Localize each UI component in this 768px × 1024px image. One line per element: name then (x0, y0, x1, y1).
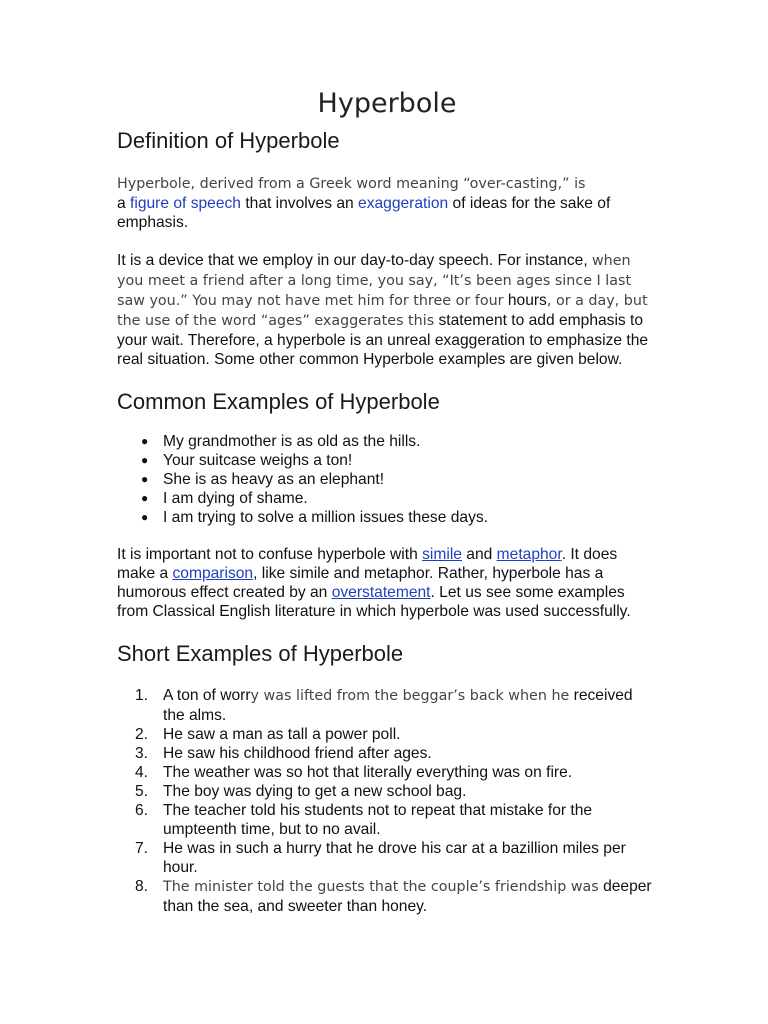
definition-text: that involves an (240, 195, 359, 212)
list-item-text: I am dying of shame. (163, 490, 308, 507)
list-item (117, 489, 657, 508)
bullet-icon: ● (141, 453, 149, 467)
list-item (117, 801, 657, 839)
device-paragraph (117, 251, 657, 369)
common-examples-list (117, 432, 657, 527)
definition-text: a (117, 195, 131, 212)
document-page (117, 86, 657, 916)
exaggeration-link[interactable]: exaggeration (358, 195, 449, 212)
list-item (117, 508, 657, 527)
list-number: 1. (135, 687, 149, 704)
list-item (117, 763, 657, 782)
list-item-text: He saw his childhood friend after ages. (163, 745, 432, 762)
list-item (117, 782, 657, 801)
list-number: 5. (135, 783, 149, 800)
list-number: 4. (135, 764, 149, 781)
list-item (117, 451, 657, 470)
list-item (117, 725, 657, 744)
list-number: 8. (135, 878, 149, 895)
device-text: hours (503, 292, 547, 309)
confusion-text: and (461, 546, 497, 563)
confusion-text: , like simile and metaphor. Rather, hyperbole has a humorous effect created by an (117, 565, 604, 601)
confusion-text: . Let us see some examples from Classical English literature in which hyperbole was used successfully. (117, 584, 631, 620)
definition-text: Hyperbole, derived from a Greek word meaning “over-casting,” is (117, 176, 586, 192)
list-item (117, 839, 657, 877)
figure-of-speech-link[interactable]: figure of speech (130, 195, 241, 212)
list-item (117, 432, 657, 451)
list-item-text: The minister told the guests that the couple’s friendship was (163, 879, 599, 895)
overstatement-link[interactable]: overstatement (331, 584, 431, 601)
list-item-text: He saw a man as tall a power poll. (163, 726, 401, 743)
short-examples-heading: Short Examples of Hyperbole (117, 641, 404, 666)
list-item-text: deeper than the sea, and sweeter than honey. (163, 878, 652, 915)
list-item-text: A ton of worr (163, 687, 251, 704)
common-examples-heading: Common Examples of Hyperbole (117, 389, 440, 414)
list-item (117, 877, 657, 916)
page-title: Hyperbole (317, 88, 457, 119)
simile-link[interactable]: simile (422, 546, 462, 563)
list-item-text: My grandmother is as old as the hills. (163, 433, 421, 450)
list-item (117, 686, 657, 725)
list-item-text: She is as heavy as an elephant! (163, 471, 385, 488)
comparison-link[interactable]: comparison (172, 565, 254, 582)
device-text: statement to add emphasis to your wait. Therefore, a hyperbole is an unreal exaggeration to emphasize the real situation. Some other common Hyperbole examples are given below. (117, 312, 649, 368)
device-text: , or a day, but the use of the word “ages” exaggerates this (117, 293, 648, 329)
list-item-text: The teacher told his students not to repeat that mistake for the umpteenth time, but to no avail. (163, 802, 593, 838)
list-number: 2. (135, 726, 149, 743)
list-item-text: y was lifted from the beggar’s back when he (250, 688, 570, 704)
list-item-text: Your suitcase weighs a ton! (163, 452, 353, 469)
definition-paragraph (117, 174, 657, 232)
bullet-icon: ● (141, 434, 149, 448)
bullet-icon: ● (141, 491, 149, 505)
definition-heading: Definition of Hyperbole (117, 128, 340, 153)
list-item-text: The boy was dying to get a new school bag. (163, 783, 467, 800)
metaphor-link[interactable]: metaphor (496, 546, 562, 563)
list-item-text: The weather was so hot that literally everything was on fire. (163, 764, 573, 781)
short-examples-list (117, 686, 657, 916)
confusion-paragraph (117, 545, 657, 621)
list-item-text: received the alms. (163, 687, 633, 724)
bullet-icon: ● (141, 472, 149, 486)
confusion-text: It is important not to confuse hyperbole with (117, 546, 423, 563)
device-text: It is a device that we employ in our day-to-day speech. For instance, (117, 252, 592, 269)
list-item (117, 744, 657, 763)
confusion-text: . It does make a (117, 546, 618, 582)
list-item-text: He was in such a hurry that he drove his car at a bazillion miles per hour. (163, 840, 626, 876)
list-item-text: I am trying to solve a million issues these days. (163, 509, 489, 526)
list-number: 3. (135, 745, 149, 762)
bullet-icon: ● (141, 510, 149, 524)
definition-text: of ideas for the sake of emphasis. (117, 195, 611, 231)
list-number: 7. (135, 840, 149, 857)
list-item (117, 470, 657, 489)
list-number: 6. (135, 802, 149, 819)
device-text: when you meet a friend after a long time, you say, “It’s been ages since I last saw you.” You may not have met him for three or four (117, 253, 632, 309)
